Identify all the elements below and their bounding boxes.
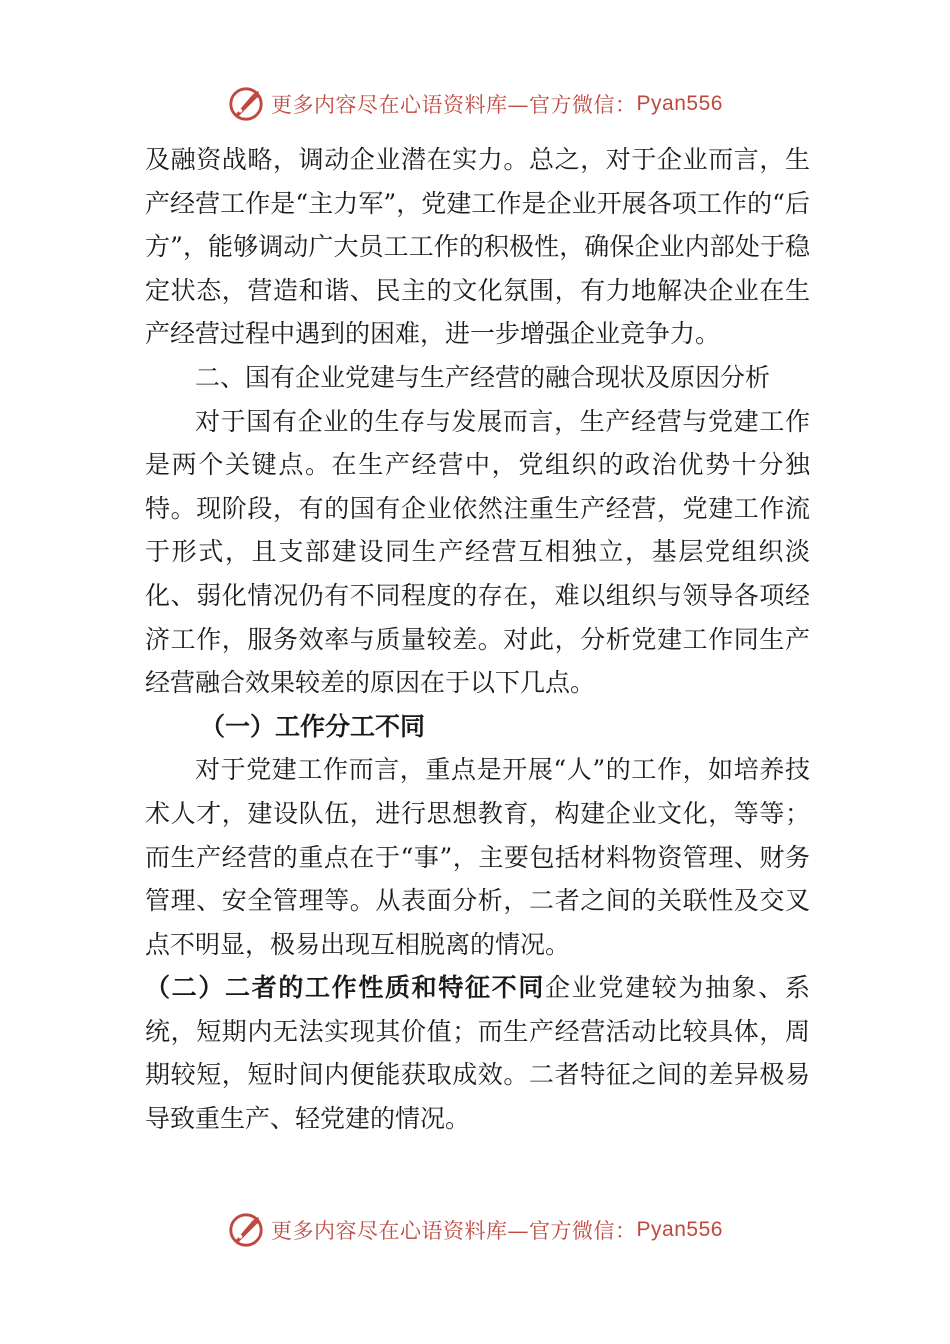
banner-wechat-id: Pyan556 (636, 92, 723, 115)
footer-watermark-banner (0, 1210, 950, 1250)
pen-nib-logo-icon (227, 85, 265, 123)
subsection-heading: （一）工作分工不同 (200, 711, 426, 741)
banner-text: 更多内容尽在心语资料库—官方微信： (271, 1219, 637, 1243)
header-watermark-banner (0, 84, 950, 124)
banner-text: 更多内容尽在心语资料库—官方微信： (271, 93, 637, 117)
paragraph: 对于党建工作而言，重点是开展“人”的工作，如培养技术人才，建设队伍，进行思想教育，构建企业文化，等等；而生产经营的重点在于“事”，主要包括材料物资管理、财务管理、安全管理等。从表面分析，二者之间的关联性及交叉点不明显，极易出现互相脱离的情况。 (145, 755, 810, 959)
paragraph-text: 企业党建较为抽象、系统，短期内无法实现其价值；而生产经营活动比较具体，周期较短，短时间内便能获取成效。二者特征之间的差异极易导致重生产、轻党建的情况。 (145, 973, 810, 1134)
pen-nib-logo-icon (227, 1211, 265, 1249)
banner-wechat-id: Pyan556 (636, 1218, 723, 1241)
section-heading: 二、国有企业党建与生产经营的融合现状及原因分析 (195, 362, 771, 392)
paragraph: 及融资战略，调动企业潜在实力。总之，对于企业而言，生产经营工作是“主力军”，党建工作是企业开展各项工作的“后方”，能够调动广大员工工作的积极性，确保企业内部处于稳定状态，营造和谐、民主的文化氛围，有力地解决企业在生产经营过程中遇到的困难，进一步增强企业竞争力。 (145, 145, 810, 349)
paragraph-with-inline-heading (145, 966, 810, 1140)
subsection-heading-inline: （二）二者的工作性质和特征不同 (145, 973, 545, 1003)
paragraph: 对于国有企业的生存与发展而言，生产经营与党建工作是两个关键点。在生产经营中，党组织的政治优势十分独特。现阶段，有的国有企业依然注重生产经营，党建工作流于形式，且支部建设同生产经营互相独立，基层党组织淡化、弱化情况仍有不同程度的存在，难以组织与领导各项经济工作，服务效率与质量较差。对此，分析党建工作同生产经营融合效果较差的原因在于以下几点。 (145, 406, 810, 698)
document-body (145, 138, 810, 1141)
